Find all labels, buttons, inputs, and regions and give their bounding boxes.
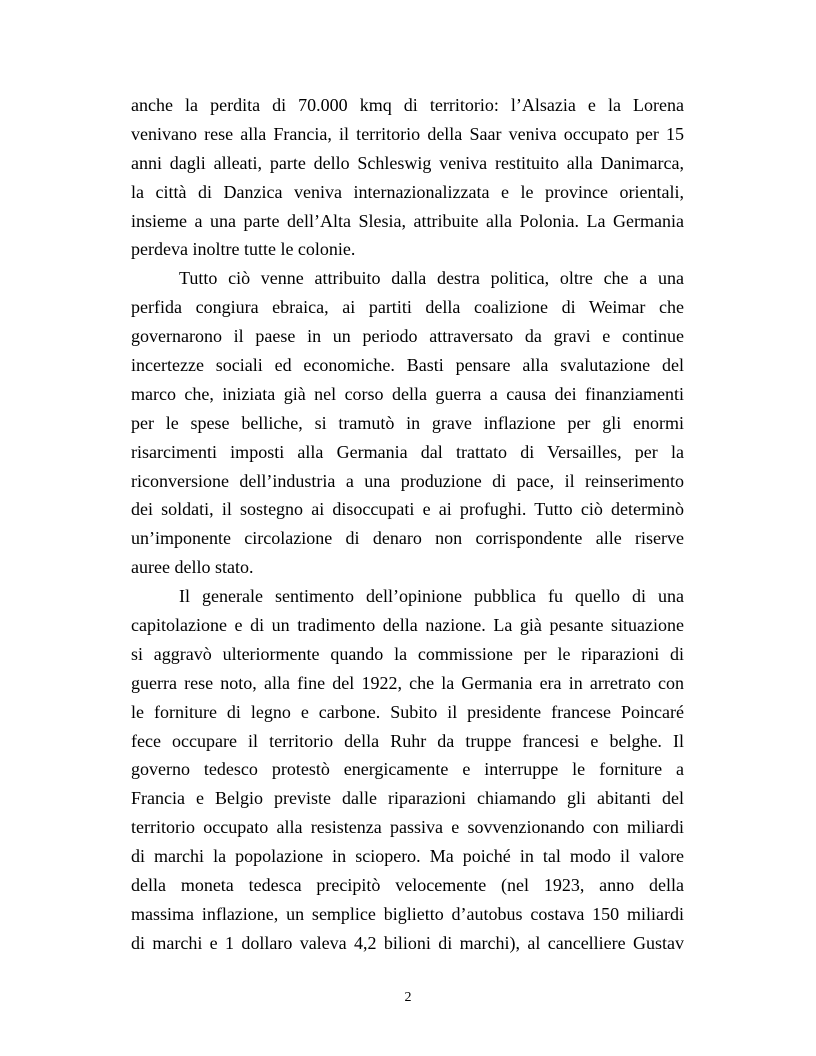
paragraph-2-line: per le spese belliche, si tramutò in grave inflazione per gli enormi — [131, 412, 684, 433]
paragraph-3-line: di marchi la popolazione in sciopero. Ma poiché in tal modo il valore — [131, 846, 684, 867]
paragraph-1-line: anni dagli alleati, parte dello Schleswig veniva restituito alla Danimarca, — [131, 152, 684, 173]
paragraph-3-line: guerra rese noto, alla fine del 1922, che la Germania era in arretrato con — [131, 672, 684, 693]
paragraph-3-line: Il generale sentimento dell’opinione pubblica fu quello di una — [179, 586, 684, 607]
paragraph-2-line: auree dello stato. — [131, 557, 254, 578]
paragraph-3-line: capitolazione e di un tradimento della nazione. La già pesante situazione — [131, 615, 684, 636]
paragraph-1-line: anche la perdita di 70.000 kmq di territorio: l’Alsazia e la Lorena — [131, 95, 684, 115]
paragraph-2-line: un’imponente circolazione di denaro non corrispondente alle riserve — [131, 528, 684, 549]
paragraph-2-line: perfida congiura ebraica, ai partiti della coalizione di Weimar che — [131, 297, 684, 318]
paragraph-3-line: territorio occupato alla resistenza passiva e sovvenzionando con miliardi — [131, 817, 684, 838]
paragraph-2-line: riconversione dell’industria a una produzione di pace, il reinserimento — [131, 470, 684, 491]
paragraph-1-line: insieme a una parte dell’Alta Slesia, attribuite alla Polonia. La Germania — [131, 210, 684, 231]
paragraph-1-line: venivano rese alla Francia, il territorio della Saar veniva occupato per 15 — [131, 123, 684, 144]
paragraph-3-line: si aggravò ulteriormente quando la commissione per le riparazioni di — [131, 643, 684, 664]
body-text — [131, 91, 684, 958]
paragraph-3-line: di marchi e 1 dollaro valeva 4,2 bilioni di marchi), al cancelliere Gustav — [131, 932, 684, 953]
paragraph-1-line: la città di Danzica veniva internazionalizzata e le province orientali, — [131, 181, 684, 202]
paragraph-2-line: governarono il paese in un periodo attraversato da gravi e continue — [131, 326, 684, 347]
paragraph-2-line: risarcimenti imposti alla Germania dal trattato di Versailles, per la — [131, 441, 684, 462]
paragraph-2-line: marco che, iniziata già nel corso della guerra a causa dei finanziamenti — [131, 383, 684, 404]
page-number: 2 — [404, 990, 412, 1005]
paragraph-3-line: della moneta tedesca precipitò velocemente (nel 1923, anno della — [131, 875, 684, 896]
paragraph-3-line: governo tedesco protestò energicamente e interruppe le forniture a — [131, 759, 684, 780]
paragraph-2-line: Tutto ciò venne attribuito dalla destra politica, oltre che a una — [179, 268, 684, 289]
paragraph-3-line: massima inflazione, un semplice biglietto d’autobus costava 150 miliardi — [131, 903, 684, 924]
paragraph-2-line: dei soldati, il sostegno ai disoccupati e ai profughi. Tutto ciò determinò — [131, 499, 684, 520]
paragraph-3-line: Francia e Belgio previste dalle riparazioni chiamando gli abitanti del — [131, 788, 684, 809]
paragraph-2-line: incertezze sociali ed economiche. Basti pensare alla svalutazione del — [131, 355, 684, 376]
paragraph-1-line: perdeva inoltre tutte le colonie. — [131, 239, 356, 260]
paragraph-3-line: fece occupare il territorio della Ruhr da truppe francesi e belghe. Il — [131, 730, 684, 751]
paragraph-3-line: le forniture di legno e carbone. Subito il presidente francese Poincaré — [131, 701, 684, 722]
